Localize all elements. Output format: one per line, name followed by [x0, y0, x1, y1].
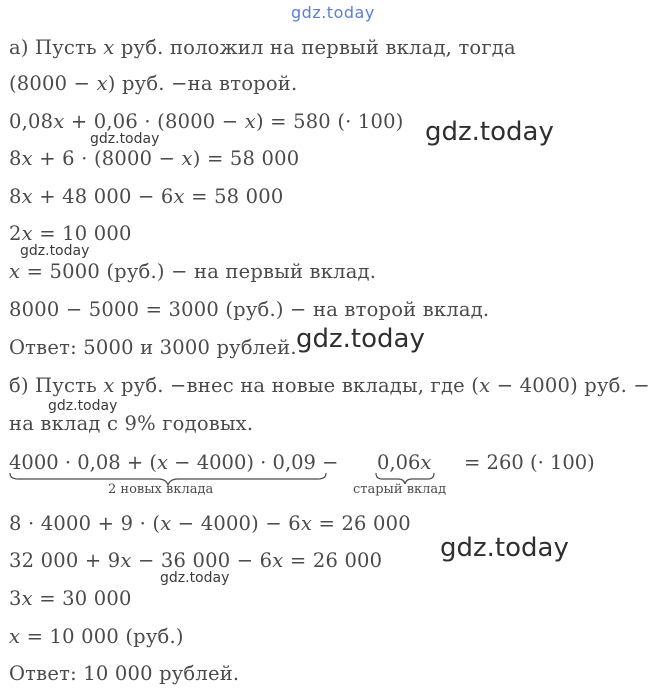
- watermark-small: gdz.today: [48, 398, 118, 414]
- text-fragment: ) руб. −на второй.: [107, 72, 298, 95]
- text-fragment: − 4000) − 6: [171, 512, 301, 535]
- variable-x: x: [160, 512, 172, 535]
- text-fragment: 0,08: [9, 110, 54, 133]
- answer-text: Ответ: 10 000 рублей.: [9, 662, 240, 685]
- variable-x: x: [120, 549, 132, 572]
- variable-x: x: [181, 147, 193, 170]
- text-fragment: 3: [9, 587, 22, 610]
- variable-x: x: [173, 185, 185, 208]
- text-fragment: б) Пусть: [9, 374, 104, 397]
- text-fragment: − 36 000 − 6: [131, 549, 273, 572]
- watermark-large: gdz.today: [425, 117, 554, 147]
- variable-x: x: [21, 222, 33, 245]
- text-fragment: − 4000) руб. −: [490, 374, 650, 397]
- text-fragment: + 6 · (8000 −: [32, 147, 182, 170]
- text-fragment: руб. положил на первый вклад, тогда: [114, 36, 516, 59]
- text-fragment: 2: [9, 222, 22, 245]
- variable-x: x: [21, 185, 33, 208]
- text-fragment: = 26 000: [283, 549, 383, 572]
- text-fragment: 8: [9, 147, 22, 170]
- variable-x: x: [21, 587, 33, 610]
- variable-x: x: [300, 512, 313, 535]
- text-fragment: − 4000) · 0,09: [167, 451, 316, 474]
- variable-x: x: [96, 72, 108, 95]
- variable-x: x: [21, 147, 33, 170]
- variable-x: x: [244, 110, 256, 133]
- text-fragment: руб. −внес на новые вклады, где (: [114, 374, 480, 397]
- brace-label-old-deposit: старый вклад: [353, 482, 447, 497]
- watermark-small: gdz.today: [90, 131, 160, 147]
- text-fragment: = 26 000: [312, 512, 411, 535]
- watermark-small: gdz.today: [20, 243, 90, 259]
- text-fragment: 8000 − 5000 = 3000 (руб.) − на второй вклад.: [9, 298, 490, 321]
- text-fragment: = 58 000: [184, 185, 284, 208]
- watermark-top: gdz.today: [291, 3, 375, 22]
- text-fragment: −: [315, 451, 339, 474]
- text-fragment: + 48 000 − 6: [32, 185, 174, 208]
- variable-x: x: [420, 451, 432, 474]
- text-fragment: 4000 · 0,08 + (: [9, 451, 157, 474]
- watermark-large: gdz.today: [440, 533, 569, 563]
- part-b-answer: [9, 662, 239, 686]
- variable-x: x: [103, 36, 115, 59]
- variable-x: x: [9, 260, 21, 283]
- text-fragment: = 10 000 (руб.): [20, 625, 184, 648]
- brace-label-new-deposits: 2 новых вклада: [108, 482, 214, 497]
- watermark-large: gdz.today: [296, 324, 425, 354]
- variable-x: x: [103, 374, 115, 397]
- text-fragment: а) Пусть: [9, 36, 104, 59]
- text-fragment: = 30 000: [32, 587, 132, 610]
- text-fragment: = 10 000: [32, 222, 132, 245]
- text-fragment: 8: [9, 185, 22, 208]
- text-fragment: 32 000 + 9: [9, 549, 121, 572]
- text-fragment: на вклад с 9% годовых.: [9, 412, 254, 435]
- part-b-equation-5: [9, 625, 184, 649]
- watermark-small: gdz.today: [160, 570, 230, 586]
- part-b-equation-2: [9, 512, 411, 536]
- text-fragment: 0,06: [377, 451, 421, 474]
- text-fragment: + 0,06 · (8000 −: [64, 110, 245, 133]
- variable-x: x: [156, 451, 168, 474]
- text-fragment: = 260 (· 100): [464, 451, 595, 474]
- text-fragment: (8000 −: [9, 72, 97, 95]
- text-fragment: 8 · 4000 + 9 · (: [9, 512, 161, 535]
- text-fragment: = 5000 (руб.) − на первый вклад.: [20, 260, 377, 283]
- variable-x: x: [479, 374, 491, 397]
- variable-x: x: [272, 549, 284, 572]
- text-fragment: ) = 58 000: [192, 147, 300, 170]
- answer-text: Ответ: 5000 и 3000 рублей.: [9, 336, 297, 359]
- variable-x: x: [53, 110, 65, 133]
- text-fragment: ) = 580 (· 100): [255, 110, 404, 133]
- variable-x: x: [9, 625, 21, 648]
- part-b-equation-4: [9, 587, 132, 611]
